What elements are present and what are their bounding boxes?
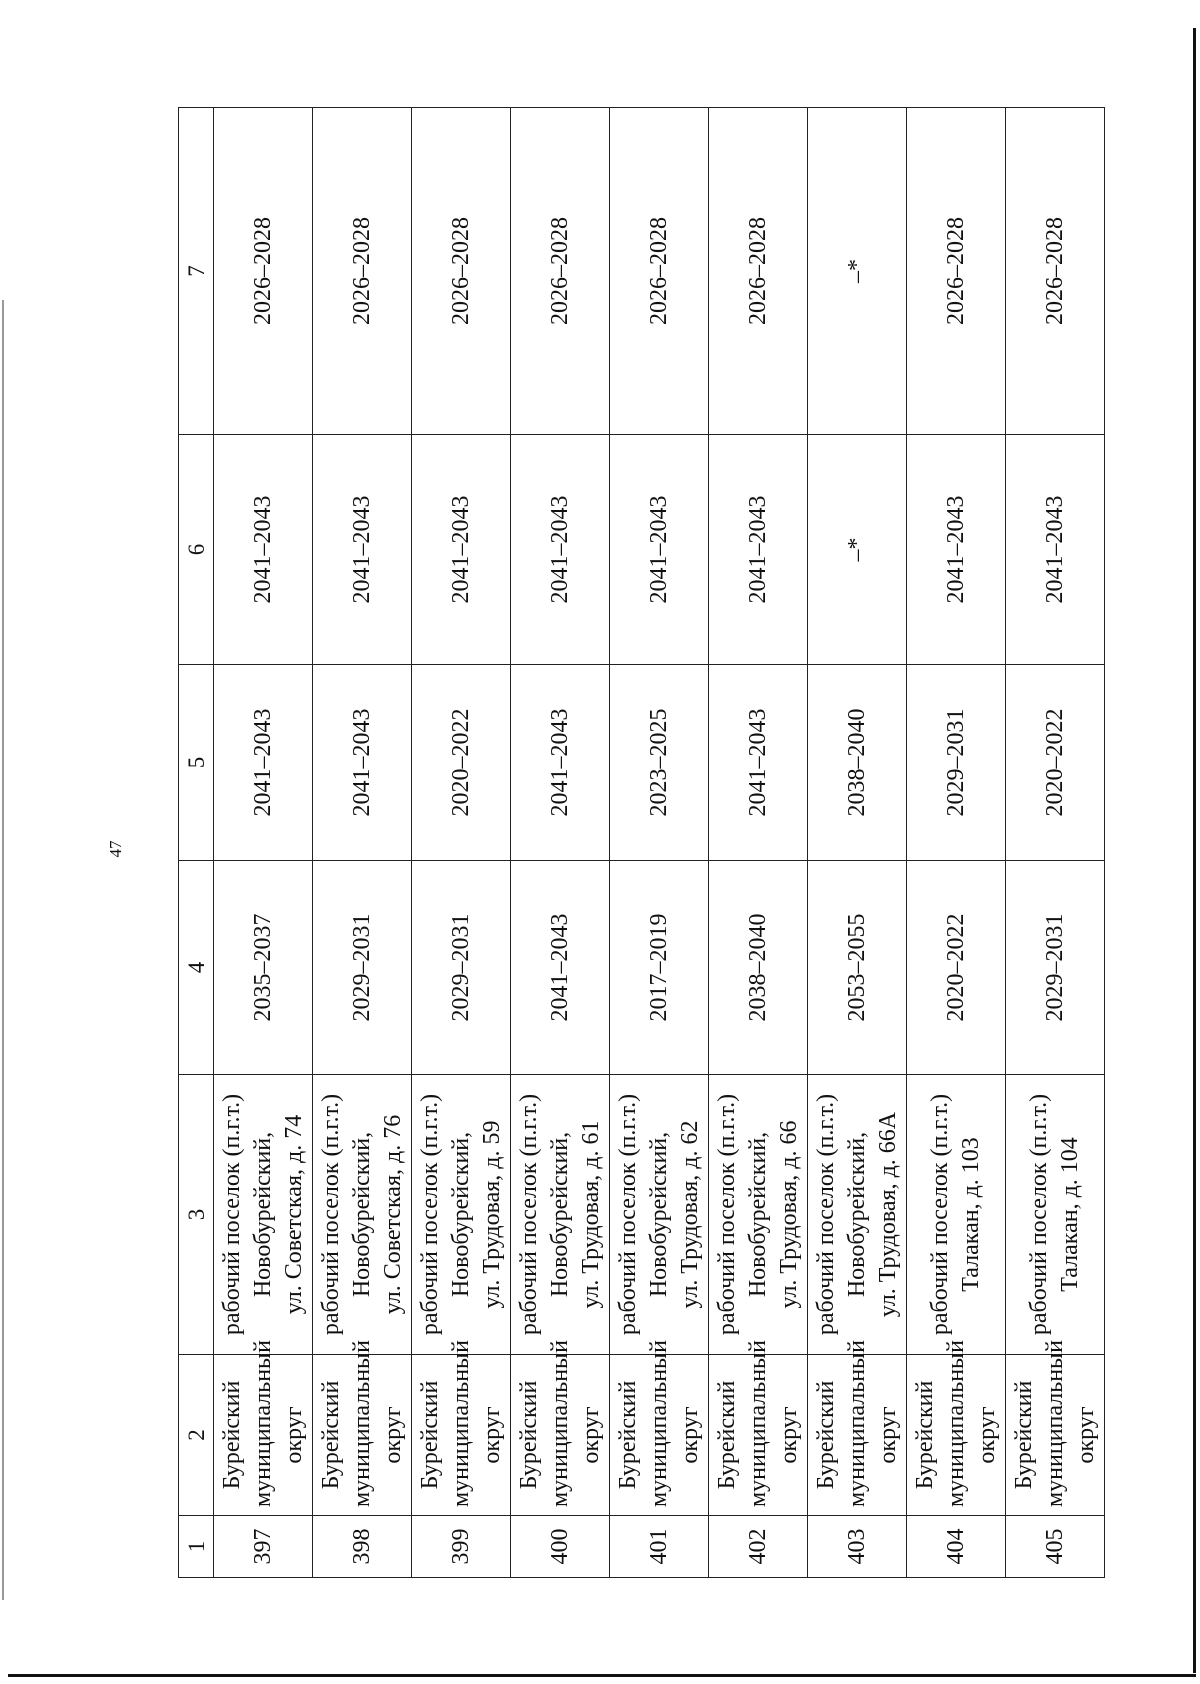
table-row xyxy=(709,108,808,1578)
period-7-cell: 2026–2028 xyxy=(610,108,709,435)
address-cell: рабочий поселок (п.г.т.) Новобурейский, ул. Советская, д. 76 xyxy=(313,1075,412,1355)
row-number-cell: 397 xyxy=(214,1516,313,1578)
column-header-1: 1 xyxy=(179,1516,214,1578)
period-5-cell: 2023–2025 xyxy=(610,665,709,861)
period-4-cell: 2029–2031 xyxy=(412,861,511,1075)
period-7-cell: 2026–2028 xyxy=(907,108,1006,435)
district-cell: Бурейский муниципальный округ xyxy=(214,1355,313,1516)
period-4-cell: 2029–2031 xyxy=(1006,861,1105,1075)
table-row xyxy=(511,108,610,1578)
row-number-cell: 399 xyxy=(412,1516,511,1578)
period-5-cell: 2041–2043 xyxy=(511,665,610,861)
column-header-3: 3 xyxy=(179,1075,214,1355)
table-row xyxy=(1006,108,1105,1578)
row-number-cell: 402 xyxy=(709,1516,808,1578)
address-cell: рабочий поселок (п.г.т.) Талакан, д. 103 xyxy=(907,1075,1006,1355)
page-frame-right xyxy=(1193,28,1196,1673)
column-header-4: 4 xyxy=(179,861,214,1075)
district-cell: Бурейский муниципальный округ xyxy=(907,1355,1006,1516)
period-5-cell: 2029–2031 xyxy=(907,665,1006,861)
row-number-cell: 398 xyxy=(313,1516,412,1578)
row-number-cell: 403 xyxy=(808,1516,907,1578)
address-cell: рабочий поселок (п.г.т.) Новобурейский, ул. Трудовая, д. 59 xyxy=(412,1075,511,1355)
table-row xyxy=(313,108,412,1578)
period-4-cell: 2035–2037 xyxy=(214,861,313,1075)
column-header-6: 6 xyxy=(179,435,214,665)
table-row xyxy=(412,108,511,1578)
period-6-cell: 2041–2043 xyxy=(412,435,511,665)
table-header-row xyxy=(179,108,214,1578)
table-row xyxy=(808,108,907,1578)
period-6-cell: 2041–2043 xyxy=(1006,435,1105,665)
address-cell: рабочий поселок (п.г.т.) Новобурейский, ул. Трудовая, д. 62 xyxy=(610,1075,709,1355)
period-7-cell: 2026–2028 xyxy=(511,108,610,435)
period-6-cell: 2041–2043 xyxy=(511,435,610,665)
period-5-cell: 2041–2043 xyxy=(313,665,412,861)
period-4-cell: 2017–2019 xyxy=(610,861,709,1075)
data-table xyxy=(178,107,1105,1578)
period-5-cell: 2038–2040 xyxy=(808,665,907,861)
district-cell: Бурейский муниципальный округ xyxy=(1006,1355,1105,1516)
table-body xyxy=(214,108,1105,1578)
row-number-cell: 400 xyxy=(511,1516,610,1578)
district-cell: Бурейский муниципальный округ xyxy=(412,1355,511,1516)
district-cell: Бурейский муниципальный округ xyxy=(610,1355,709,1516)
address-cell: рабочий поселок (п.г.т.) Новобурейский, ул. Трудовая, д. 66А xyxy=(808,1075,907,1355)
district-cell: Бурейский муниципальный округ xyxy=(313,1355,412,1516)
period-6-cell: –* xyxy=(808,435,907,665)
address-cell: рабочий поселок (п.г.т.) Новобурейский, ул. Советская, д. 74 xyxy=(214,1075,313,1355)
period-5-cell: 2041–2043 xyxy=(214,665,313,861)
district-cell: Бурейский муниципальный округ xyxy=(511,1355,610,1516)
column-header-7: 7 xyxy=(179,108,214,435)
address-cell: рабочий поселок (п.г.т.) Новобурейский, ул. Трудовая, д. 66 xyxy=(709,1075,808,1355)
period-7-cell: –* xyxy=(808,108,907,435)
period-6-cell: 2041–2043 xyxy=(610,435,709,665)
page-number: 47 xyxy=(106,840,125,858)
period-7-cell: 2026–2028 xyxy=(214,108,313,435)
period-6-cell: 2041–2043 xyxy=(313,435,412,665)
period-6-cell: 2041–2043 xyxy=(214,435,313,665)
period-7-cell: 2026–2028 xyxy=(313,108,412,435)
period-6-cell: 2041–2043 xyxy=(907,435,1006,665)
period-4-cell: 2020–2022 xyxy=(907,861,1006,1075)
period-7-cell: 2026–2028 xyxy=(412,108,511,435)
page-frame-left xyxy=(2,300,4,1600)
address-cell: рабочий поселок (п.г.т.) Новобурейский, ул. Трудовая, д. 61 xyxy=(511,1075,610,1355)
period-4-cell: 2029–2031 xyxy=(313,861,412,1075)
period-7-cell: 2026–2028 xyxy=(709,108,808,435)
page-frame-bottom xyxy=(8,1674,1196,1677)
rotated-table-container xyxy=(178,38,1138,1578)
period-4-cell: 2041–2043 xyxy=(511,861,610,1075)
period-4-cell: 2053–2055 xyxy=(808,861,907,1075)
row-number-cell: 404 xyxy=(907,1516,1006,1578)
district-cell: Бурейский муниципальный округ xyxy=(808,1355,907,1516)
row-number-cell: 401 xyxy=(610,1516,709,1578)
period-5-cell: 2020–2022 xyxy=(1006,665,1105,861)
period-5-cell: 2020–2022 xyxy=(412,665,511,861)
row-number-cell: 405 xyxy=(1006,1516,1105,1578)
period-5-cell: 2041–2043 xyxy=(709,665,808,861)
period-7-cell: 2026–2028 xyxy=(1006,108,1105,435)
period-4-cell: 2038–2040 xyxy=(709,861,808,1075)
column-header-2: 2 xyxy=(179,1355,214,1516)
column-header-5: 5 xyxy=(179,665,214,861)
table-row xyxy=(907,108,1006,1578)
period-6-cell: 2041–2043 xyxy=(709,435,808,665)
table-row xyxy=(610,108,709,1578)
address-cell: рабочий поселок (п.г.т.) Талакан, д. 104 xyxy=(1006,1075,1105,1355)
table-row xyxy=(214,108,313,1578)
district-cell: Бурейский муниципальный округ xyxy=(709,1355,808,1516)
